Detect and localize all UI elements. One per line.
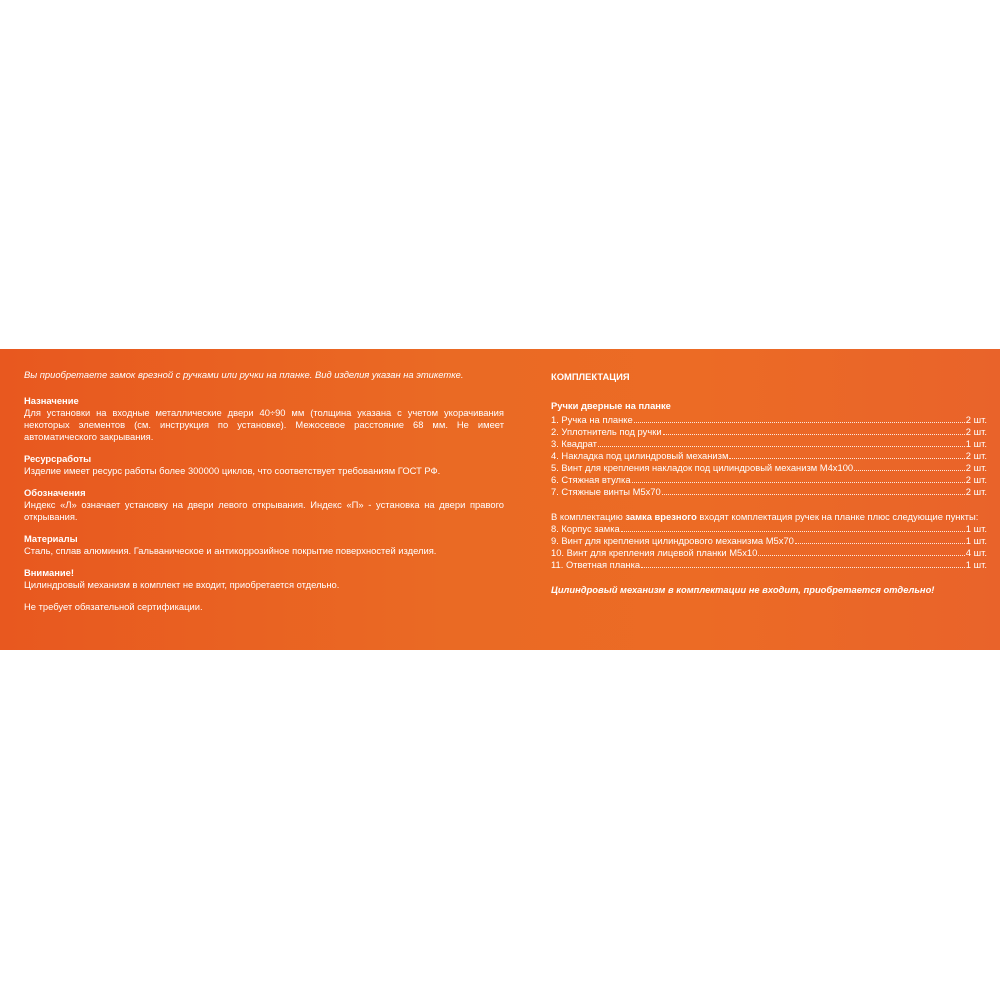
lock-intro (551, 511, 987, 523)
package-contents (551, 371, 987, 605)
dot-leader (663, 433, 965, 435)
handle-items-list (551, 414, 987, 498)
item-label: 1. Ручка на планке (551, 414, 633, 425)
item-label: 2. Уплотнитель под ручки (551, 426, 662, 437)
section-text: Индекс «Л» означает установку на двери левого открывания. Индекс «П» - установка на двери правого открывания. (24, 499, 504, 522)
dot-leader (641, 566, 965, 568)
dot-leader (662, 493, 965, 495)
section-heading: Ресурсработы (24, 453, 92, 464)
item-qty: 4 шт. (965, 547, 987, 558)
lock-intro-bold: замка врезного (625, 511, 697, 522)
item-qty: 1 шт. (965, 559, 987, 570)
dot-leader (632, 481, 965, 483)
section-attention (24, 567, 504, 591)
dot-leader (758, 554, 964, 556)
item-qty: 2 шт. (965, 450, 987, 461)
dot-leader (795, 542, 965, 544)
dot-leader (598, 445, 965, 447)
section-purpose (24, 395, 504, 443)
item-label: 11. Ответная планка (551, 559, 641, 570)
item-label: 8. Корпус замка (551, 523, 620, 534)
section-heading: Внимание! (24, 567, 74, 578)
item-qty: 2 шт. (965, 474, 987, 485)
dot-leader (634, 421, 965, 423)
list-item (551, 559, 987, 571)
section-resource (24, 453, 504, 477)
list-item (551, 474, 987, 486)
intro-text: Вы приобретаете замок врезной с ручками или ручки на планке. Вид изделия указан на этикетке. (24, 369, 464, 380)
contents-title: КОМПЛЕКТАЦИЯ (551, 371, 630, 382)
item-qty: 2 шт. (965, 486, 987, 497)
section-text: Цилиндровый механизм в комплект не входит, приобретается отдельно. (24, 579, 340, 590)
list-item (551, 438, 987, 450)
item-label: 3. Квадрат (551, 438, 597, 449)
item-label: 9. Винт для крепления цилиндрового механизма М5х70 (551, 535, 794, 546)
cylinder-note: Цилиндровый механизм в комплектации не входит, приобретается отдельно! (551, 584, 935, 595)
section-heading: Обозначения (24, 487, 86, 498)
item-label: 4. Накладка под цилиндровый механизм (551, 450, 729, 461)
section-text: Изделие имеет ресурс работы более 300000 циклов, что соответствует требованиям ГОСТ РФ. (24, 465, 441, 476)
item-qty: 1 шт. (965, 535, 987, 546)
list-item (551, 523, 987, 535)
item-label: 6. Стяжная втулка (551, 474, 631, 485)
section-heading: Назначение (24, 395, 79, 406)
section-text: Для установки на входные металлические двери 40÷90 мм (толщина указана с учетом укорачивания некоторых элементов (см. инструкция по установке). Межосевое расстояние 68 мм. Не имеет автоматического закрывания. (24, 407, 504, 442)
section-materials (24, 533, 504, 557)
dot-leader (729, 457, 964, 459)
section-text: Сталь, сплав алюминия. Гальваническое и антикоррозийное покрытие поверхностей изделия. (24, 545, 437, 556)
item-qty: 2 шт. (965, 462, 987, 473)
product-description (24, 369, 504, 613)
section-heading: Материалы (24, 533, 78, 544)
item-qty: 1 шт. (965, 438, 987, 449)
section-designations (24, 487, 504, 523)
item-label: 7. Стяжные винты М5х70 (551, 486, 661, 497)
lock-items-list (551, 523, 987, 571)
list-item (551, 486, 987, 498)
list-item (551, 535, 987, 547)
group-title: Ручки дверные на планке (551, 400, 671, 411)
item-qty: 2 шт. (965, 414, 987, 425)
lock-intro-post: входят комплектация ручек на планке плюс следующие пункты: (696, 511, 979, 522)
list-item (551, 414, 987, 426)
dot-leader (621, 530, 965, 532)
item-qty: 1 шт. (965, 523, 987, 534)
list-item (551, 547, 987, 559)
item-qty: 2 шт. (965, 426, 987, 437)
lock-intro-pre: В комплектацию (551, 511, 626, 522)
item-label: 5. Винт для крепления накладок под цилиндровый механизм М4х100 (551, 462, 854, 473)
dot-leader (854, 469, 965, 471)
list-item (551, 462, 987, 474)
item-label: 10. Винт для крепления лицевой планки М5х10 (551, 547, 758, 558)
certification-note: Не требует обязательной сертификации. (24, 601, 203, 612)
list-item (551, 426, 987, 438)
list-item (551, 450, 987, 462)
